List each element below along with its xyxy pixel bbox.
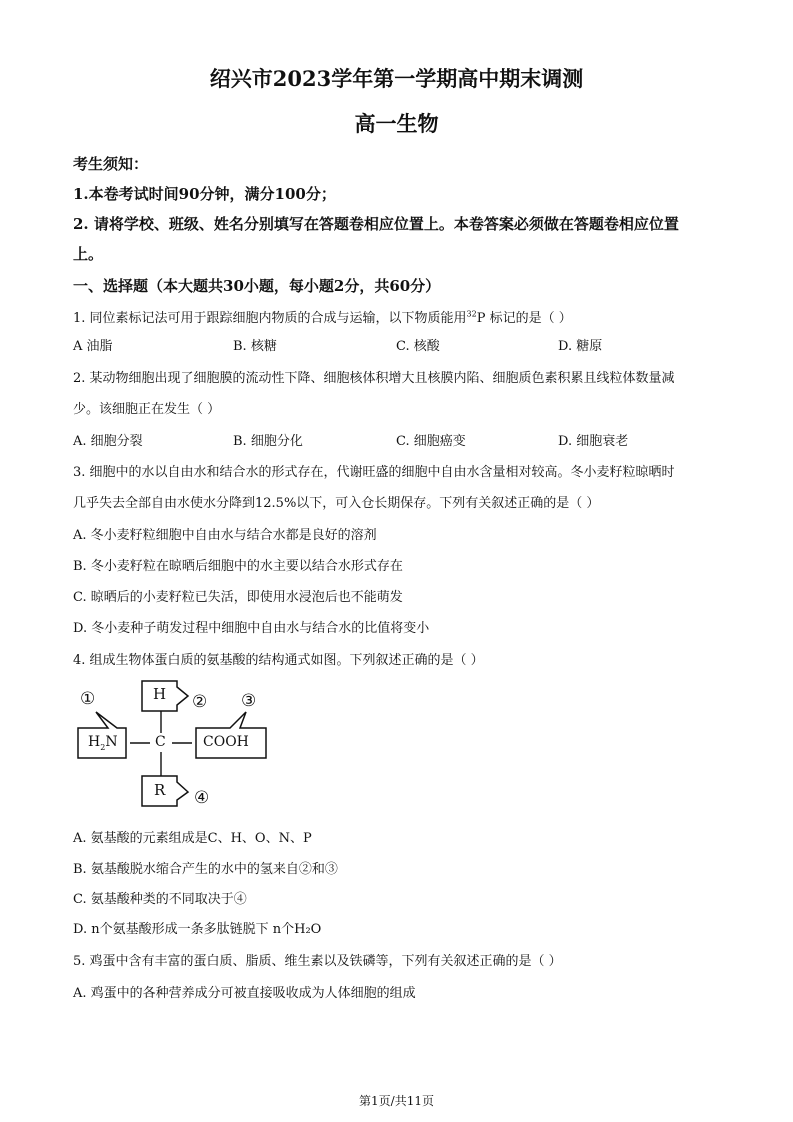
subject-title: 高一生物: [354, 111, 439, 136]
hydrogen-atom: H: [153, 685, 167, 703]
question-3-line2: 几乎失去全部自由水使水分降到12.5%以下，可入仓长期保存。下列有关叙述正确的是（ ）: [73, 496, 600, 511]
q2-option-b: B. 细胞分化: [233, 434, 303, 449]
label-1: ①: [80, 689, 96, 709]
q5-option-a: A. 鸡蛋中的各种营养成分可被直接吸收成为人体细胞的组成: [73, 986, 416, 1001]
q1-option-a: A 油脂: [73, 339, 113, 354]
question-2-line2: 少。该细胞正在发生（ ）: [73, 402, 221, 417]
section-heading: 一、选择题（本大题共30小题，每小题2分，共60分）: [73, 277, 441, 295]
q1-stem-a: 1. 同位素标记法可用于跟踪细胞内物质的合成与运输，以下物质能用: [73, 311, 467, 326]
question-3-line1: 3. 细胞中的水以自由水和结合水的形式存在，代谢旺盛的细胞中自由水含量相对较高。冬小麦籽粒晾晒时: [73, 465, 675, 480]
question-4-stem: 4. 组成生物体蛋白质的氨基酸的结构通式如图。下列叙述正确的是（ ）: [73, 653, 484, 668]
notice-item-1: 1.本卷考试时间90分钟，满分100分；: [73, 185, 336, 203]
q2-option-c: C. 细胞癌变: [396, 434, 466, 449]
amino-n: N: [105, 734, 118, 750]
q4-option-b: B. 氨基酸脱水缩合产生的水中的氢来自②和③: [73, 862, 338, 877]
notice-heading: 考生须知：: [73, 155, 149, 173]
q4-option-a: A. 氨基酸的元素组成是C、H、O、N、P: [73, 831, 312, 846]
q2-option-d: D. 细胞衰老: [558, 434, 629, 449]
label-3: ③: [241, 691, 257, 711]
notice-item-2-line1: 2. 请将学校、班级、姓名分别填写在答题卷相应位置上。本卷答案必须做在答题卷相应位置: [73, 215, 679, 233]
page-number: 第1页/共11页: [359, 1094, 434, 1108]
amino-group: [88, 734, 118, 752]
q3-option-c: C. 晾晒后的小麦籽粒已失活，即使用水浸泡后也不能萌发: [73, 590, 403, 605]
exam-title: 绍兴市2023学年第一学期高中期末调测: [209, 66, 584, 91]
r-group: R: [154, 781, 166, 799]
q3-option-d: D. 冬小麦种子萌发过程中细胞中自由水与结合水的比值将变小: [73, 621, 430, 636]
q4-option-c: C. 氨基酸种类的不同取决于④: [73, 892, 247, 907]
q1-option-d: D. 糖原: [558, 339, 603, 354]
q2-option-a: A. 细胞分裂: [73, 434, 143, 449]
q1-superscript: 32: [466, 309, 477, 319]
q1-stem-b: P 标记的是（ ）: [476, 311, 572, 326]
q3-option-b: B. 冬小麦籽粒在晾晒后细胞中的水主要以结合水形式存在: [73, 559, 403, 574]
central-carbon: C: [155, 734, 166, 750]
q4-option-d: D. n个氨基酸形成一条多肽链脱下 n个H₂O: [73, 922, 322, 937]
amino-h: H: [88, 734, 101, 750]
label-2: ②: [192, 692, 208, 712]
amino-subscript: 2: [100, 742, 106, 752]
question-5-stem: 5. 鸡蛋中含有丰富的蛋白质、脂质、维生素以及铁磷等，下列有关叙述正确的是（ ）: [73, 954, 562, 969]
notice-item-2-line2: 上。: [73, 245, 104, 263]
carboxyl-group: COOH: [203, 734, 249, 750]
question-2-line1: 2. 某动物细胞出现了细胞膜的流动性下降、细胞核体积增大且核膜内陷、细胞质色素积累且线粒体数量减: [73, 371, 675, 386]
q3-option-a: A. 冬小麦籽粒细胞中自由水与结合水都是良好的溶剂: [73, 528, 377, 543]
q1-option-c: C. 核酸: [396, 339, 440, 354]
label-4: ④: [194, 788, 210, 808]
q1-option-b: B. 核糖: [233, 339, 277, 354]
